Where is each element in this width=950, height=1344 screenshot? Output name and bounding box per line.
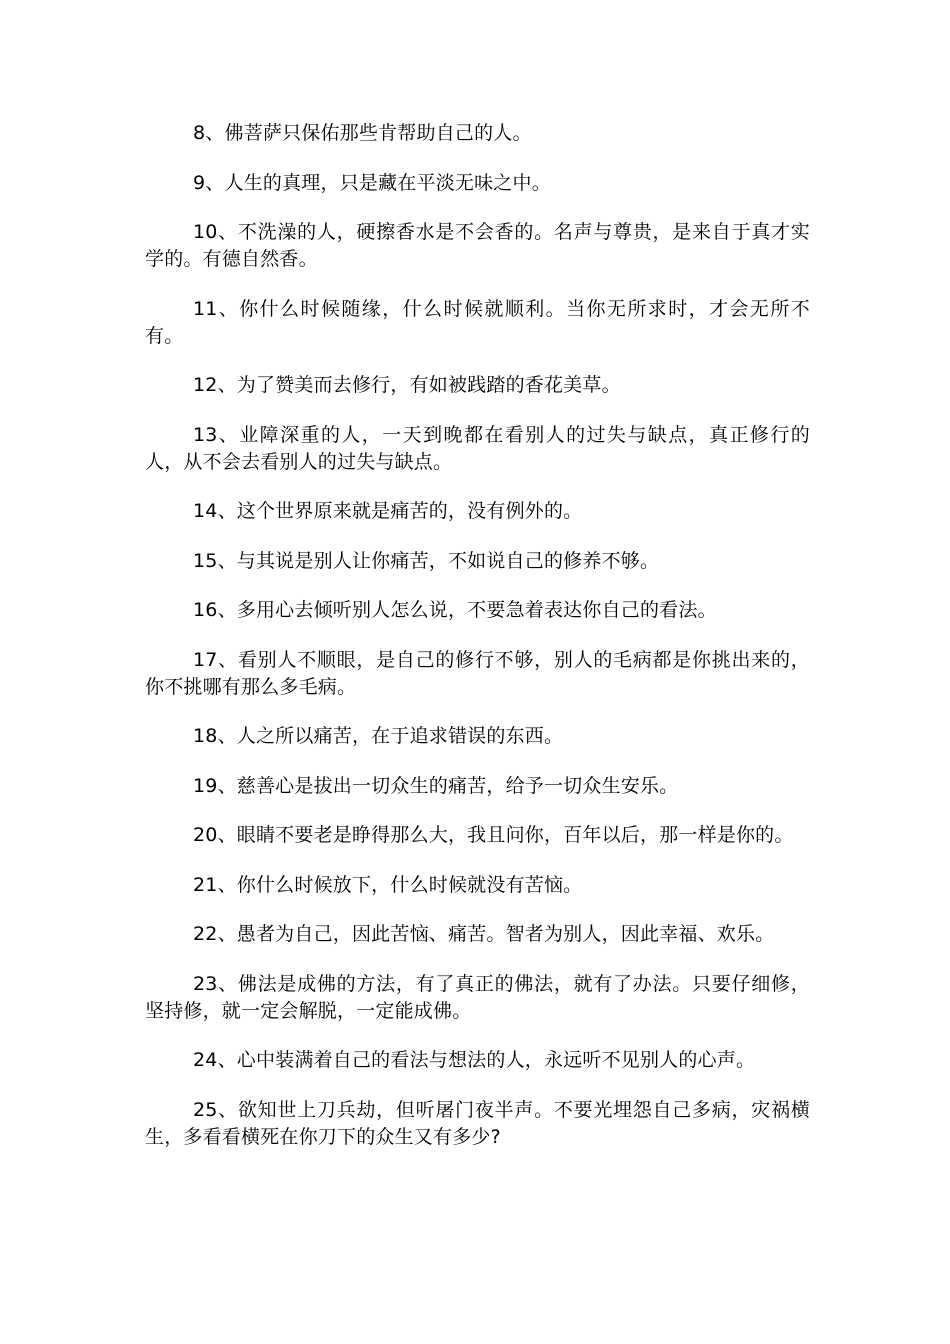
paragraph-21: 21、你什么时候放下，什么时候就没有苦恼。: [193, 873, 583, 896]
paragraph-25: 25、欲知世上刀兵劫，但听屠门夜半声。不要光埋怨自己多病，灾祸横生，多看看横死在你刀下的众生又有多少?: [145, 1098, 810, 1148]
paragraph-8: 8、佛菩萨只保佑那些肯帮助自己的人。: [193, 122, 532, 144]
paragraph-22: 22、愚者为自己，因此苦恼、痛苦。智者为别人，因此幸福、欢乐。: [193, 923, 775, 945]
paragraph-24: 24、心中装满着自己的看法与想法的人，永远听不见别人的心声。: [193, 1049, 756, 1071]
document-body: [145, 120, 810, 1173]
paragraph-14: 14、这个世界原来就是痛苦的，没有例外的。: [193, 500, 583, 522]
paragraph-18: 18、人之所以痛苦，在于追求错误的东西。: [193, 725, 564, 747]
paragraph-20: 20、眼睛不要老是睁得那么大，我且问你，百年以后，那一样是你的。: [193, 824, 794, 846]
paragraph-19: 19、慈善心是拔出一切众生的痛苦，给予一切众生安乐。: [193, 774, 679, 797]
paragraph-23: 23、佛法是成佛的方法，有了真正的佛法，就有了办法。只要仔细修，坚持修，就一定会解脱，一定能成佛。: [145, 972, 810, 1022]
paragraph-15: 15、与其说是别人让你痛苦，不如说自己的修养不够。: [193, 549, 660, 572]
paragraph-10: 10、不洗澡的人，硬擦香水是不会香的。名声与尊贵，是来自于真才实学的。有德自然香。: [145, 221, 810, 270]
paragraph-12: 12、为了赞美而去修行，有如被践踏的香花美草。: [193, 374, 621, 396]
paragraph-13: 13、业障深重的人，一天到晚都在看别人的过失与缺点，真正修行的人，从不会去看别人的过失与缺点。: [145, 423, 810, 473]
paragraph-9: 9、人生的真理，只是藏在平淡无味之中。: [193, 171, 551, 194]
paragraph-16: 16、多用心去倾听别人怎么说，不要急着表达你自己的看法。: [193, 599, 717, 621]
paragraph-17: 17、看别人不顺眼，是自己的修行不够，别人的毛病都是你挑出来的，你不挑哪有那么多毛病。: [145, 648, 810, 698]
paragraph-11: 11、你什么时候随缘，什么时候就顺利。当你无所求时，才会无所不有。: [145, 297, 810, 347]
